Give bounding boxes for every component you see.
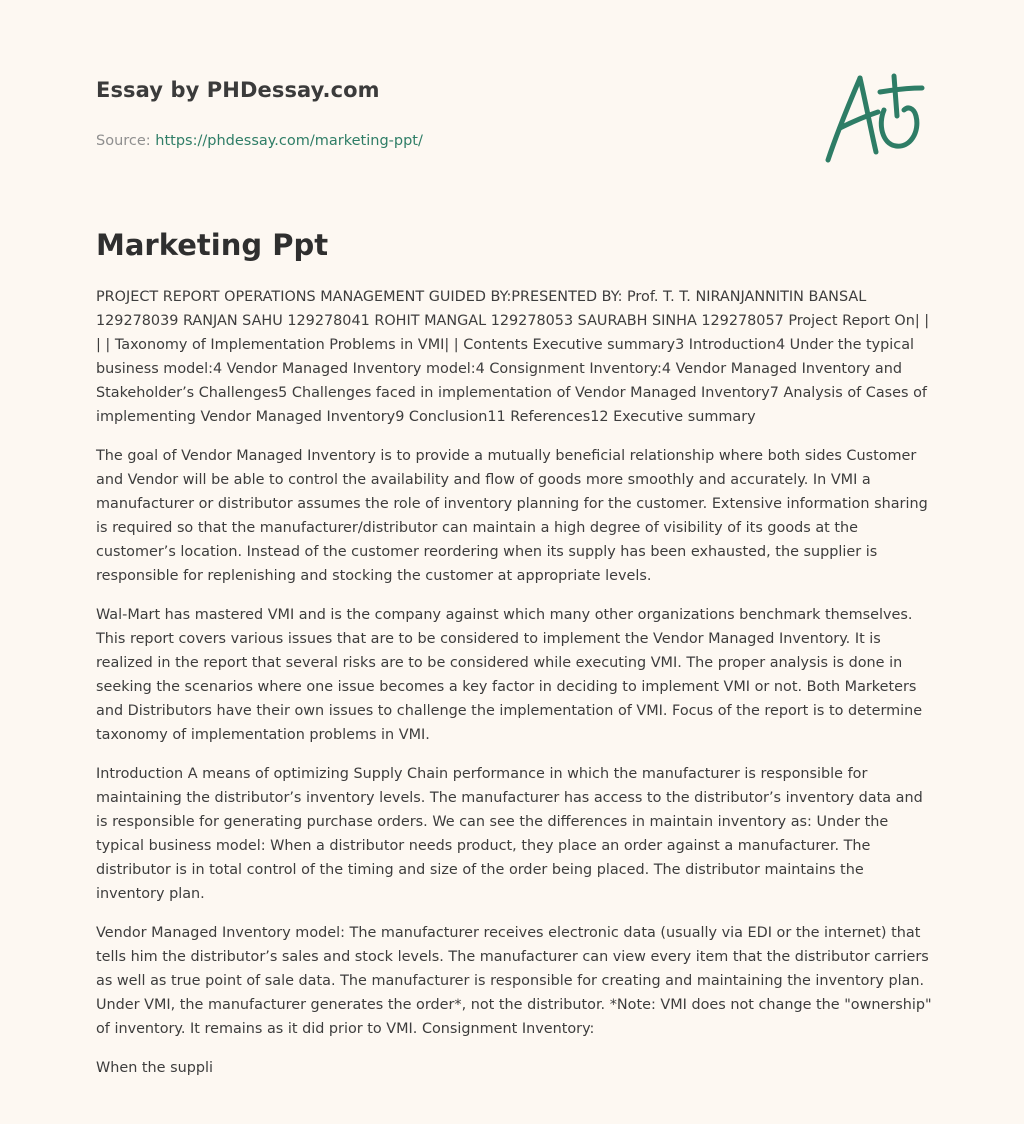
site-title: Essay by PHDessay.com [96,78,380,102]
source-line [96,131,696,151]
source-link[interactable]: https://phdessay.com/marketing-ppt/ [155,133,423,149]
source-label: Source: [96,133,151,149]
paragraph: PROJECT REPORT OPERATIONS MANAGEMENT GUIDED BY:PRESENTED BY: Prof. T. T. NIRANJANNITIN BANSAL 129278039 RANJAN SAHU 129278041 ROHIT MANGAL 129278053 SAURABH SINHA 129278057 Project Report On| | | | Taxonomy of Implementation Problems in VMI| | Contents Executive summary3 Introduction4 Under the typical business model:4 Vendor Managed Inventory model:4 Consignment Inventory:4 Vendor Managed Inventory and Stakeholder’s Challenges5 Challenges faced in implementation of Vendor Managed Inventory7 Analysis of Cases of implementing Vendor Managed Inventory9 Conclusion11 References12 Executive summary [96,289,930,425]
paragraph: Introduction A means of optimizing Supply Chain performance in which the manufacturer is responsible for maintaining the distributor’s inventory levels. The manufacturer has access to the distributor’s inventory data and is responsible for generating purchase orders. We can see the differences in maintain inventory as: Under the typical business model: When a distributor needs product, they place an order against a manufacturer. The distributor is in total control of the timing and size of the order being placed. The distributor maintains the inventory plan. [96,766,923,902]
page-title: Marketing Ppt [96,228,329,262]
paragraph: Vendor Managed Inventory model: The manufacturer receives electronic data (usually via EDI or the internet) that tells him the distributor’s sales and stock levels. The manufacturer can view every item that the distributor carriers as well as true point of sale data. The manufacturer is responsible for creating and maintaining the inventory plan. Under VMI, the manufacturer generates the order*, not the distributor. *Note: VMI does not change the "ownership" of inventory. It remains as it did prior to VMI. Consignment Inventory: [96,925,932,1037]
a-plus-logo-icon [818,66,930,166]
paragraph: The goal of Vendor Managed Inventory is to provide a mutually beneficial relationship where both sides Customer and Vendor will be able to control the availability and flow of goods more smoothly and accurately. In VMI a manufacturer or distributor assumes the role of inventory planning for the customer. Extensive information sharing is required so that the manufacturer/distributor can maintain a high degree of visibility of its goods at the customer’s location. Instead of the customer reordering when its supply has been exhausted, the supplier is responsible for replenishing and stocking the customer at appropriate levels. [96,448,928,584]
paragraph: Wal-Mart has mastered VMI and is the company against which many other organizations benchmark themselves. This report covers various issues that are to be considered to implement the Vendor Managed Inventory. It is realized in the report that several risks are to be considered while executing VMI. The proper analysis is done in seeking the scenarios where one issue becomes a key factor in deciding to implement VMI or not. Both Marketers and Distributors have their own issues to challenge the implementation of VMI. Focus of the report is to determine taxonomy of implementation problems in VMI. [96,607,923,743]
article-body [96,285,934,1095]
paragraph: When the suppli [96,1060,213,1076]
site-header [96,76,696,151]
